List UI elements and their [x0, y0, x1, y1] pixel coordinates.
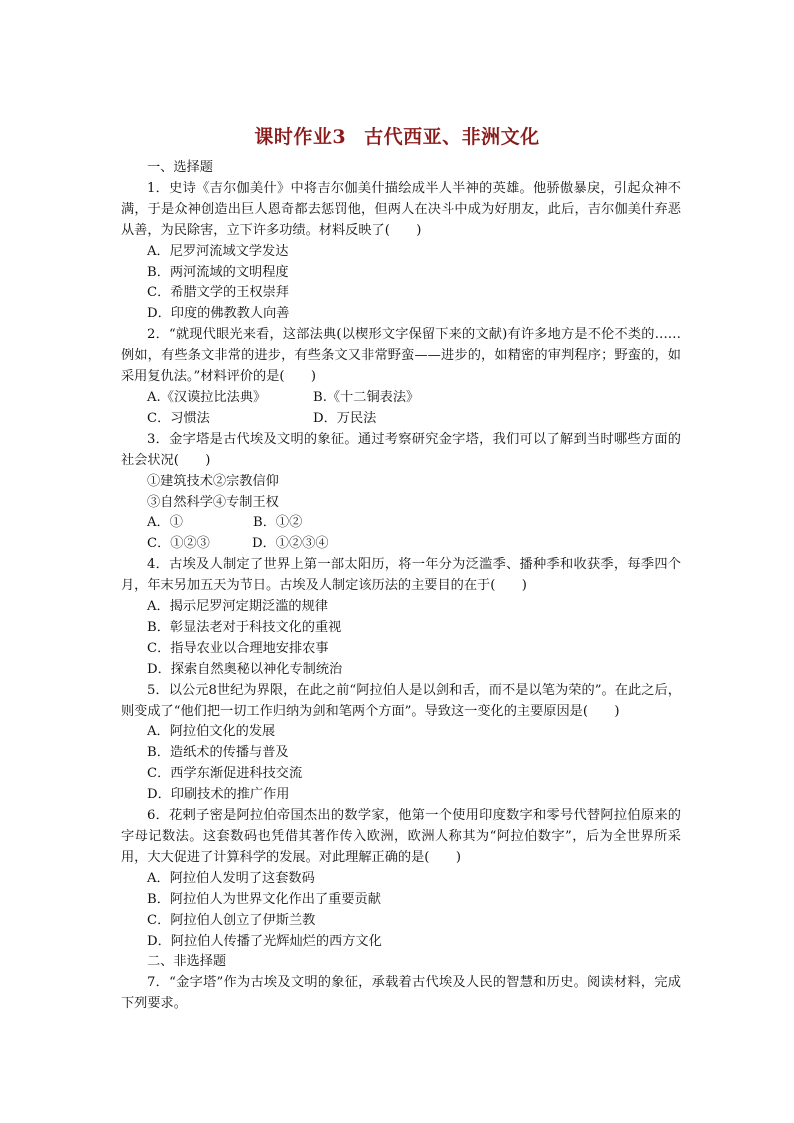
- question-3-stem: 3．金字塔是古代埃及文明的象征。通过考察研究金字塔，我们可以了解到当时哪些方面的社会状况( ): [121, 431, 681, 468]
- question-3-option-d: D．①②③④: [252, 536, 329, 552]
- question-5-option-c: C．西学东渐促进科技交流: [147, 766, 303, 782]
- page-title: [0, 122, 794, 149]
- question-3-options-row-2: [121, 534, 681, 555]
- question-1-stem: 1．史诗《吉尔伽美什》中将吉尔伽美什描绘成半人半神的英雄。他骄傲暴戾，引起众神不满，于是众神创造出巨人恩奇都去惩罚他，但两人在决斗中成为好朋友，此后，吉尔伽美什弃恶从善，为民除害，立下许多功绩。材料反映了( ): [121, 180, 681, 238]
- question-4-option-b: B．彰显法老对于科技文化的重视: [147, 619, 342, 635]
- question-4-stem: 4．古埃及人制定了世界上第一部太阳历，将一年分为泛滥季、播种季和收获季，每季四个月，年末另加五天为节日。古埃及人制定该历法的主要目的在于( ): [121, 557, 681, 594]
- question-6-option-a: A．阿拉伯人发明了这套数码: [147, 870, 315, 886]
- question-5-option-d: D．印刷技术的推广作用: [147, 787, 290, 803]
- question-3-item-line-2: ③自然科学④专制王权: [147, 494, 279, 510]
- question-5-stem: 5．以公元8世纪为界限，在此之前“阿拉伯人是以剑和舌，而不是以笔为荣的”。在此之后，则变成了“他们把一切工作归纳为剑和笔两个方面”。导致这一变化的主要原因是( ): [121, 682, 681, 719]
- question-6-option-c: C．阿拉伯人创立了伊斯兰教: [147, 912, 316, 928]
- question-4-option-a: A．揭示尼罗河定期泛滥的规律: [147, 599, 328, 615]
- question-2-option-c: C．习惯法: [147, 410, 210, 426]
- question-3-item-line-1: ①建筑技术②宗教信仰: [147, 473, 279, 489]
- question-3-option-c: C．①②③: [147, 536, 210, 552]
- question-1-option-d: D．印度的佛教教人向善: [147, 306, 290, 322]
- question-1-option-b: B．两河流域的文明程度: [147, 264, 289, 280]
- document-body: [121, 158, 681, 1015]
- question-3-option-a: A．①: [147, 515, 183, 531]
- question-2-options-row-2: [121, 409, 681, 430]
- section-heading-choice: 一、选择题: [147, 160, 213, 175]
- question-6-stem: 6．花剌子密是阿拉伯帝国杰出的数学家，他第一个使用印度数字和零号代替阿拉伯原来的字母记数法。这套数码也凭借其著作传入欧洲，欧洲人称其为“阿拉伯数字”，后为全世界所采用，大大促进了计算科学的发展。对此理解正确的是( ): [121, 808, 681, 865]
- question-2-option-d: D．万民法: [313, 410, 377, 426]
- question-1-option-a: A．尼罗河流域文学发达: [147, 243, 289, 259]
- question-3-option-b: B．①②: [253, 515, 303, 531]
- question-2-stem: 2．“就现代眼光来看，这部法典(以楔形文字保留下来的文献)有许多地方是不伦不类的……例如，有些条文非常的进步，有些条文又非常野蛮——进步的，如精密的审判程序；野蛮的，如采用复仇法。”材料评价的是( ): [121, 327, 681, 385]
- question-5-option-a: A．阿拉伯文化的发展: [147, 724, 276, 740]
- section-heading-nonchoice: 二、非选择题: [147, 954, 227, 970]
- question-1-option-c: C．希腊文学的王权崇拜: [147, 285, 289, 301]
- question-6-option-b: B．阿拉伯人为世界文化作出了重要贡献: [147, 891, 381, 907]
- question-4-option-d: D．探索自然奥秘以神化专制统治: [147, 661, 343, 677]
- title-main: 课时作业3: [254, 126, 347, 148]
- question-2-options-row-1: [121, 388, 681, 409]
- title-sub: 古代西亚、非洲文化: [364, 126, 540, 148]
- question-5-option-b: B．造纸术的传播与普及: [147, 745, 289, 761]
- question-4-option-c: C．指导农业以合理地安排农事: [147, 640, 329, 656]
- question-2-option-b: B.《十二铜表法》: [313, 389, 420, 405]
- question-2-option-a: A.《汉谟拉比法典》: [147, 389, 267, 405]
- question-7-stem: 7．“金字塔”作为古埃及文明的象征，承载着古代埃及人民的智慧和历史。阅读材料，完成下列要求。: [121, 975, 681, 1012]
- question-6-option-d: D．阿拉伯人传播了光辉灿烂的西方文化: [147, 933, 382, 949]
- question-3-options-row-1: [121, 513, 681, 534]
